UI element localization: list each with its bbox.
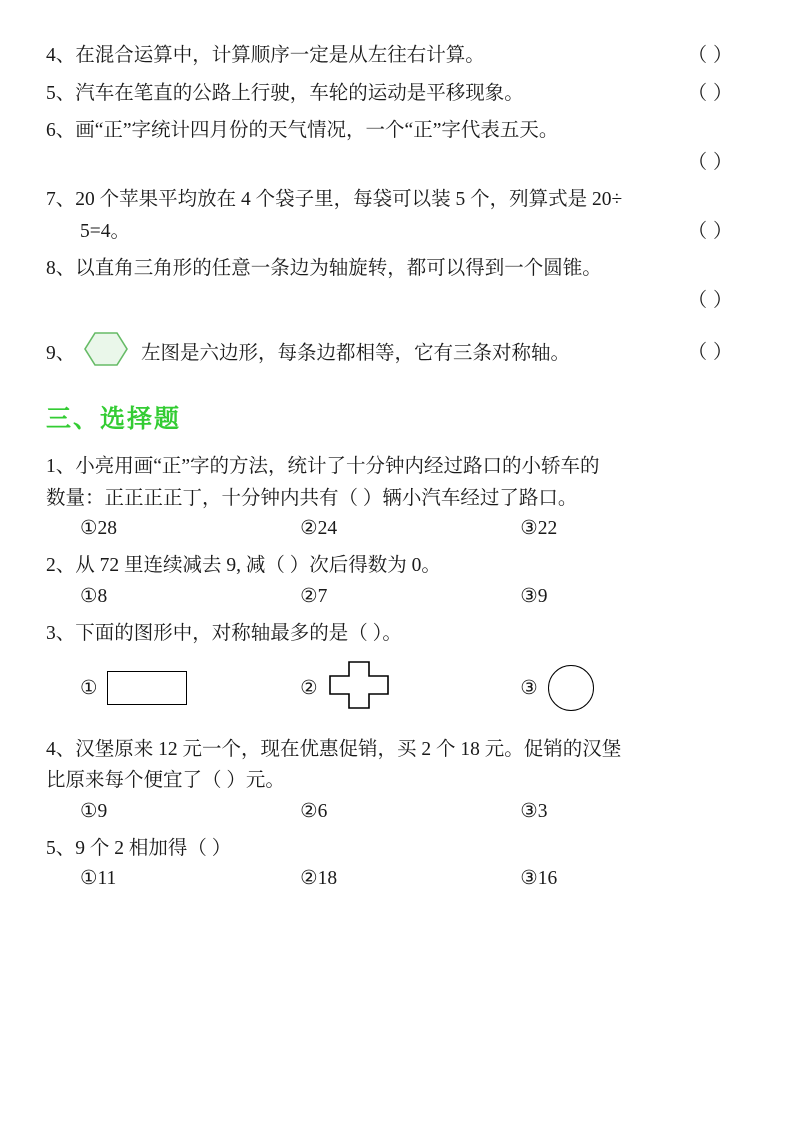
option-a[interactable]: ①8 <box>80 585 108 607</box>
hexagon-icon <box>84 331 128 378</box>
option-b[interactable]: ②24 <box>300 518 338 540</box>
choice-question-3 <box>46 618 741 650</box>
choice-question-5 <box>46 833 741 865</box>
answer-bracket[interactable]: （ ） <box>687 342 733 364</box>
true-false-section <box>46 40 741 377</box>
choice-options-3 <box>46 660 741 716</box>
answer-bracket[interactable]: （ ） <box>687 290 733 312</box>
choice-question-1 <box>46 451 741 514</box>
answer-bracket[interactable]: （ ） <box>687 220 733 242</box>
option-c[interactable]: ③9 <box>520 585 548 607</box>
option-a[interactable]: ①28 <box>80 518 117 540</box>
option-b[interactable]: ②18 <box>300 868 338 890</box>
answer-bracket[interactable]: （ ） <box>687 151 733 173</box>
question-text: 4、在混合运算中，计算顺序一定是从左往右计算。 <box>46 45 485 66</box>
question-line-2: 比原来每个便宜了（ ）元。 <box>46 770 285 792</box>
question-text-continued: 5=4。 <box>80 220 130 242</box>
choice-section <box>46 451 741 890</box>
true-false-item-4 <box>46 40 741 72</box>
true-false-item-7 <box>46 184 741 247</box>
figure-option-c[interactable] <box>520 665 740 711</box>
question-line-1: 2、从 72 里连续减去 9, 减（ ）次后得数为 0。 <box>46 555 441 577</box>
option-c[interactable]: ③3 <box>520 800 548 822</box>
cross-shape-icon <box>328 660 390 716</box>
option-b[interactable]: ②7 <box>300 585 328 607</box>
option-a[interactable]: ①9 <box>80 800 108 822</box>
question-text: 8、以直角三角形的任意一条边为轴旋转，都可以得到一个圆锥。 <box>46 258 602 280</box>
circle-shape-icon <box>548 665 594 711</box>
option-label: ③ <box>520 677 538 699</box>
answer-bracket[interactable]: （ ） <box>687 82 733 104</box>
option-a[interactable]: ①11 <box>80 868 117 890</box>
question-line-1: 5、9 个 2 相加得（ ） <box>46 837 232 859</box>
option-b[interactable]: ②6 <box>300 800 328 822</box>
choice-question-4 <box>46 734 741 797</box>
rectangle-shape-icon <box>107 671 187 705</box>
question-line-1: 3、下面的图形中，对称轴最多的是（ ）。 <box>46 622 402 644</box>
true-false-item-6 <box>46 115 741 178</box>
answer-bracket[interactable]: （ ） <box>687 45 733 66</box>
option-label: ② <box>300 677 318 699</box>
true-false-item-9 <box>46 331 741 378</box>
question-line-2: 数量：正正正正丁，十分钟内共有（ ）辆小汽车经过了路口。 <box>46 487 578 509</box>
true-false-item-8 <box>46 253 741 316</box>
choice-options-1 <box>46 516 741 540</box>
option-c[interactable]: ③22 <box>520 518 558 540</box>
option-c[interactable]: ③16 <box>520 868 558 890</box>
question-line-1: 4、汉堡原来 12 元一个，现在优惠促销，买 2 个 18 元。促销的汉堡 <box>46 738 622 760</box>
option-label: ① <box>80 677 98 699</box>
choice-options-2 <box>46 584 741 608</box>
true-false-item-5 <box>46 78 741 110</box>
choice-question-2 <box>46 550 741 582</box>
choice-options-5 <box>46 866 741 890</box>
question-line-1: 1、小亮用画“正”字的方法，统计了十分钟内经过路口的小轿车的 <box>46 456 600 478</box>
question-text: 6、画“正”字统计四月份的天气情况，一个“正”字代表五天。 <box>46 120 559 142</box>
question-text: 5、汽车在笔直的公路上行驶，车轮的运动是平移现象。 <box>46 82 524 104</box>
question-number: 9、 <box>46 342 76 364</box>
figure-option-a[interactable] <box>80 671 300 705</box>
choice-options-4 <box>46 799 741 823</box>
question-text: 左图是六边形，每条边都相等，它有三条对称轴。 <box>141 342 571 364</box>
question-text: 7、20 个苹果平均放在 4 个袋子里，每袋可以装 5 个，列算式是 20÷ <box>46 189 623 211</box>
figure-option-b[interactable] <box>300 660 520 716</box>
section-title-choice: 三、选择题 <box>46 404 182 434</box>
